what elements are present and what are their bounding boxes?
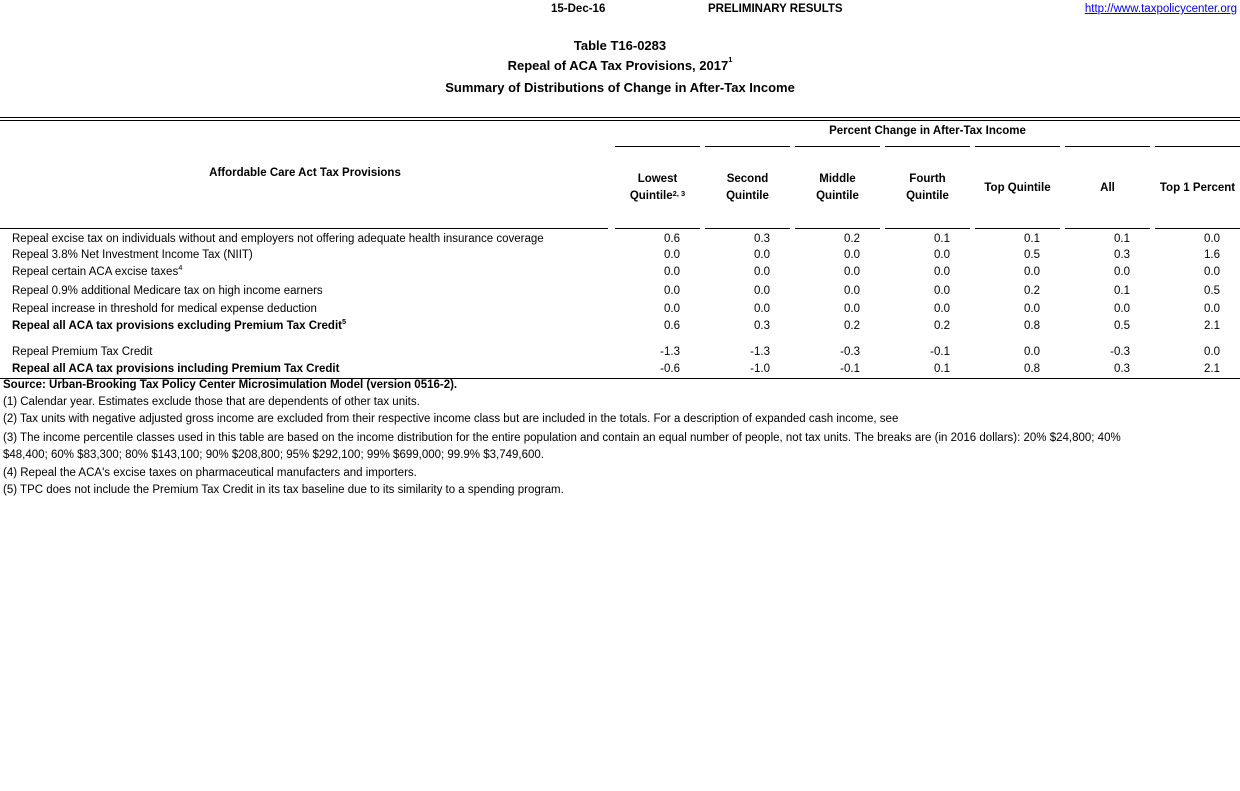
table-cell: 0.3 [1114, 363, 1130, 375]
table-cell: 2.1 [1204, 363, 1220, 375]
table-cell: -0.3 [840, 346, 860, 358]
table-cell: -0.6 [660, 363, 680, 375]
column-header-line1: Middle [819, 173, 856, 185]
table-cell: 0.6 [664, 320, 680, 332]
row-label-text: Repeal 0.9% additional Medicare tax on high income earners [12, 285, 323, 297]
footnote-ref: 5 [341, 317, 347, 326]
column-header-line2: Quintile [816, 190, 859, 202]
table-cell: 0.1 [1024, 233, 1040, 245]
column-rule [615, 228, 700, 229]
table-cell: 0.0 [664, 303, 680, 315]
table-cell: 0.3 [1114, 249, 1130, 261]
column-rule [705, 146, 790, 147]
table-cell: 0.0 [1114, 303, 1130, 315]
table-cell: 0.6 [664, 233, 680, 245]
table-cell: -0.3 [1110, 346, 1130, 358]
column-rule [1155, 146, 1240, 147]
table-cell: 0.0 [1024, 266, 1040, 278]
row-label [12, 346, 152, 358]
table-cell: 0.0 [934, 303, 950, 315]
row-label-text: Repeal Premium Tax Credit [12, 346, 153, 358]
column-rule [1065, 146, 1150, 147]
column-header: Top 1 Percent [1159, 182, 1236, 194]
table-cell: -1.0 [750, 363, 770, 375]
row-label [12, 363, 339, 375]
table-cell: 0.0 [664, 266, 680, 278]
table-cell: 0.5 [1204, 285, 1220, 297]
table-cell: 0.2 [844, 320, 860, 332]
table-cell: 0.3 [754, 233, 770, 245]
row-label-text: Repeal all ACA tax provisions excluding Premium Tax Credit [12, 320, 342, 332]
column-rule [885, 146, 970, 147]
table-cell: 0.0 [934, 285, 950, 297]
table-cell: 0.2 [844, 233, 860, 245]
column-rule [795, 146, 880, 147]
table-title [0, 55, 1240, 73]
column-header-line2: Quintile [726, 190, 769, 202]
footnote-ref: 1 [728, 55, 733, 64]
table-title-text: Repeal of ACA Tax Provisions, 2017 [507, 58, 729, 73]
table-cell: 0.0 [1204, 346, 1220, 358]
column-header-line1: Fourth [909, 173, 946, 185]
source-note: Source: Urban-Brooking Tax Policy Center Microsimulation Model (version 0516-2). [3, 379, 458, 391]
column-rule [795, 228, 880, 229]
table-cell: 0.0 [1024, 346, 1040, 358]
table-cell: 2.1 [1204, 320, 1220, 332]
column-header-line1: Lowest [637, 173, 678, 185]
column-header [885, 171, 970, 205]
row-label-text: Repeal all ACA tax provisions including Premium Tax Credit [12, 363, 340, 375]
footnote-4: (4) Repeal the ACA's excise taxes on pharmaceutical manufacters and importers. [3, 467, 417, 479]
table-cell: 0.0 [664, 285, 680, 297]
table-cell: 0.8 [1024, 320, 1040, 332]
table-cell: 0.1 [934, 363, 950, 375]
table-cell: 0.2 [1024, 285, 1040, 297]
footnote-3: (3) The income percentile classes used in this table are based on the income distribution for the entire population and contain an equal number of people, not tax units. The breaks are (in 2016 dollars): 20% $24,800; 40% [3, 432, 1121, 444]
table-cell: 0.0 [1114, 266, 1130, 278]
column-rule [615, 146, 700, 147]
column-rule [975, 146, 1060, 147]
column-rule [1065, 228, 1150, 229]
table-cell: 0.5 [1024, 249, 1040, 261]
table-cell: 0.8 [1024, 363, 1040, 375]
column-rule [885, 228, 970, 229]
header-rule [0, 228, 608, 229]
column-header [795, 171, 880, 205]
footnote-1: (1) Calendar year. Estimates exclude those that are dependents of other tax units. [3, 396, 420, 408]
table-cell: 0.0 [1204, 233, 1220, 245]
table-cell: 0.5 [1114, 320, 1130, 332]
footnote-3-cont: $48,400; 60% $83,300; 80% $143,100; 90% $208,800; 95% $292,100; 99% $699,000; 99.9% $3,749,600. [3, 449, 544, 461]
footnote-2: (2) Tax units with negative adjusted gross income are excluded from their respective income class but are included in the totals. For a description of expanded cash income, see [3, 413, 899, 425]
column-rule [705, 228, 790, 229]
column-header [615, 171, 700, 205]
table-cell: 0.0 [844, 266, 860, 278]
row-label-text: Repeal increase in threshold for medical expense deduction [12, 303, 317, 315]
report-date: 15-Dec-16 [551, 3, 606, 15]
row-label-text: Repeal certain ACA excise taxes [12, 266, 179, 278]
table-cell: 0.0 [754, 249, 770, 261]
row-label-text: Repeal 3.8% Net Investment Income Tax (NIIT) [12, 249, 253, 261]
preliminary-label: PRELIMINARY RESULTS [708, 3, 843, 15]
table-cell: 0.2 [934, 320, 950, 332]
row-label [12, 263, 183, 278]
table-cell: 0.1 [1114, 285, 1130, 297]
table-cell: 0.0 [1204, 266, 1220, 278]
table-cell: 0.0 [1204, 303, 1220, 315]
row-label [12, 233, 544, 245]
table-cell: -1.3 [660, 346, 680, 358]
top-rule [0, 117, 1240, 118]
column-header: All [1100, 182, 1115, 194]
row-label [12, 249, 253, 261]
table-cell: 0.0 [754, 303, 770, 315]
footnote-5: (5) TPC does not include the Premium Tax Credit in its tax baseline due to its similarity to a spending program. [3, 484, 564, 496]
table-cell: 0.0 [934, 249, 950, 261]
table-cell: 1.6 [1204, 249, 1220, 261]
table-subtitle: Summary of Distributions of Change in After-Tax Income [445, 80, 795, 95]
column-header: Top Quintile [984, 182, 1051, 194]
table-cell: 0.0 [754, 285, 770, 297]
table-cell: -0.1 [840, 363, 860, 375]
footnote-ref: 2, 3 [672, 189, 686, 198]
group-header: Percent Change in After-Tax Income [829, 125, 1026, 137]
table-cell: -1.3 [750, 346, 770, 358]
table-cell: 0.0 [844, 303, 860, 315]
table-cell: -0.1 [930, 346, 950, 358]
table-cell: 0.1 [934, 233, 950, 245]
column-rule [975, 228, 1060, 229]
column-header-line1: Second [726, 173, 769, 185]
table-cell: 0.0 [754, 266, 770, 278]
row-label-text: Repeal excise tax on individuals without and employers not offering adequate health insurance coverage [12, 233, 544, 245]
table-cell: 0.0 [844, 285, 860, 297]
table-cell: 0.0 [664, 249, 680, 261]
table-cell: 0.0 [844, 249, 860, 261]
table-id: Table T16-0283 [573, 38, 667, 53]
column-header [705, 171, 790, 205]
table-cell: 0.3 [754, 320, 770, 332]
top-rule-2 [0, 120, 1240, 121]
row-label [12, 303, 317, 315]
column-header-line2: Quintile [629, 190, 673, 202]
column-rule [1155, 228, 1240, 229]
row-label [12, 285, 323, 297]
row-label [12, 317, 347, 332]
column-header-line2: Quintile [906, 190, 949, 202]
footnote-ref: 4 [178, 263, 183, 272]
table-cell: 0.0 [1024, 303, 1040, 315]
row-header: Affordable Care Act Tax Provisions [209, 167, 401, 179]
table-cell: 0.1 [1114, 233, 1130, 245]
tpc-website-link[interactable]: http://www.taxpolicycenter.org [1084, 3, 1237, 15]
table-cell: 0.0 [934, 266, 950, 278]
